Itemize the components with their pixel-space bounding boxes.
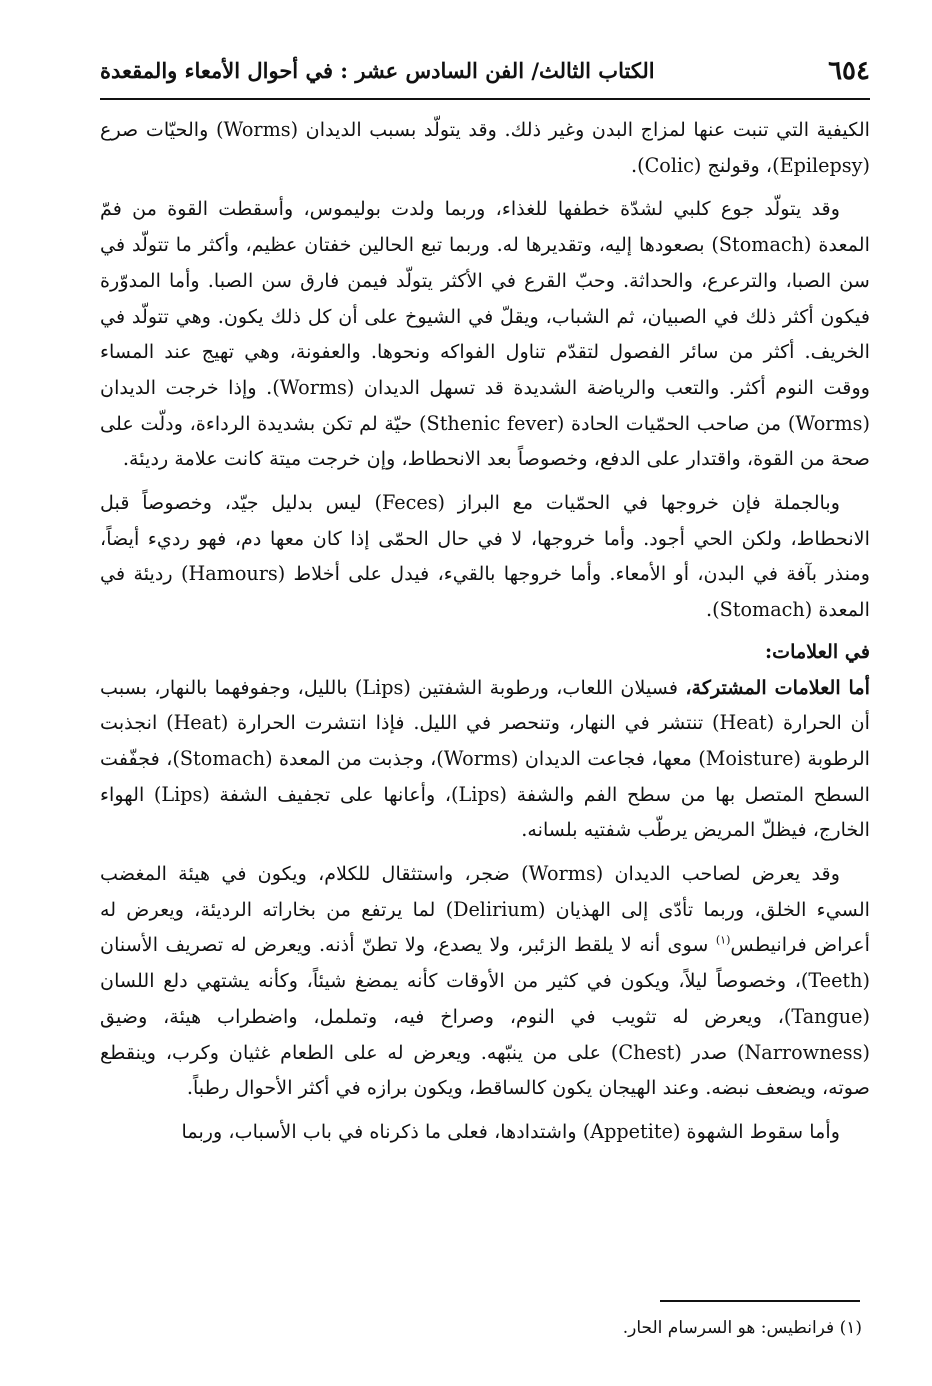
- page-header: [100, 54, 870, 88]
- footnote-divider: [660, 1300, 860, 1302]
- paragraph-4-text: فسيلان اللعاب، ورطوبة الشفتين (Lips) بالليل، وجفوفهما بالنهار، بسبب أن الحرارة (Heat) تنتشر في النهار، وتنحصر في الليل. فإذا انتشرت الحرارة (Heat) انجذبت الرطوبة (Moisture) معها، فجاعت الديدان (Worms)، وجذبت من المعدة (Stomach)، فجفّفت السطح المتصل بها من سطح الفم والشفة (Lips)، وأعانها على تجفيف الشفة (Lips) الهواء الخارج، فيظلّ المريض يرطّب شفتيه بلسانه.: [100, 675, 871, 842]
- section-heading: في العلامات:: [765, 639, 870, 663]
- paragraph-5-text-b: سوى أنه لا يلقط الزئبر، ولا يصدع، ولا تطنّ أذنه. ويعرض له تصريف الأسنان (Teeth)، وخصوصاً ليلاً، ويكون في كثير من الأوقات كأنه يمضغ شيئاً، وكأنه يشتهي دلع اللسان (Tangue)، ويعرض له تثويب في النوم، وصراخ فيه، وتململ، واضطراب هيئة، وضيق (Narrowness) صدر (Chest) على من ينبّهه. ويعرض له على الطعام غثيان وكرب، وينقطع صوته، ويضعف نبضه. وعند الهيجان يكون كالساقط، ويكون برازه في أكثر الأحوال رطباً.: [100, 933, 870, 1100]
- paragraph-4: [100, 670, 870, 849]
- paragraph-2: وقد يتولّد جوع كلبي لشدّة خطفها للغذاء، وربما ولدت بوليموس، وأسقطت القوة من فمّ المعدة (Stomach) بصعودها إليه، وتقديرها له. وربما تبع الحالين خفتان عظيم، وأكثر ما تتولّد في سن الصبا، والترعرع، والحداثة. وحبّ القرع في الأكثر يتولّد فيمن فارق سن الصبا. وأما المدوّرة فيكون أكثر ذلك في الصبيان، ثم الشباب، ويقلّ في الشيوخ على أن كل ذلك يكون. وهي تتولّد في الخريف. أكثر من سائر الفصول لتقدّم تناول الفواكه ونحوها. والعفونة، وهي تهيج عند المساء ووقت النوم أكثر. والتعب والرياضة الشديدة قد تسهل الديدان (Worms). وإذا خرجت الديدان (Worms) من صاحب الحمّيات الحادة (Sthenic fever) حيّة لم تكن بشديدة الرداءة، ودلّت على صحة من القوة، واقتدار على الدفع، وخصوصاً بعد الانحطاط، وإن خرجت ميتة كانت علامة رديئة.: [100, 197, 871, 471]
- paragraph-5: [100, 856, 870, 1106]
- page-number: ٦٥٤: [828, 56, 870, 86]
- paragraph-4-lead: أما العلامات المشتركة،: [685, 675, 870, 699]
- paragraph-5-text-a: وقد يعرض لصاحب الديدان (Worms) ضجر، واستثقال للكلام، ويكون في هيئة المغضب السيء الخلق، وربما تأدّى إلى الهذيان (Delirium) لما يرتفع من بخاراته الرديئة، ويعرض له أعراض فرانيطس: [100, 862, 871, 957]
- page-body: [100, 112, 870, 1150]
- paragraph-1: الكيفية التي تنبت عنها لمزاج البدن وغير ذلك. وقد يتولّد بسبب الديدان (Worms) والحيّات صرع (Epilepsy)، وقولنج (Colic).: [100, 118, 870, 177]
- running-title: الكتاب الثالث/ الفن السادس عشر : في أحوال الأمعاء والمقعدة: [100, 58, 655, 83]
- header-divider: [100, 98, 870, 100]
- footnote-reference: (١): [715, 934, 731, 948]
- paragraph-6: وأما سقوط الشهوة (Appetite) واشتدادها، فعلى ما ذكرناه في باب الأسباب، وربما: [181, 1119, 840, 1143]
- paragraph-3: وبالجملة فإن خروجها في الحمّيات مع البراز (Feces) ليس بدليل جيّد، وخصوصاً قبل الانحطاط، ولكن الحي أجود. وأما خروجها، لا في حال الحمّى إذا كان معها دم، فهو رديء أيضاً، ومنذر بآفة في البدن، أو الأمعاء. وأما خروجها بالقيء، فيدل على أخلاط (Hamours) رديئة في المعدة (Stomach).: [100, 491, 871, 622]
- footnote: (١) فرانطيس: هو السرسام الحار.: [622, 1318, 862, 1338]
